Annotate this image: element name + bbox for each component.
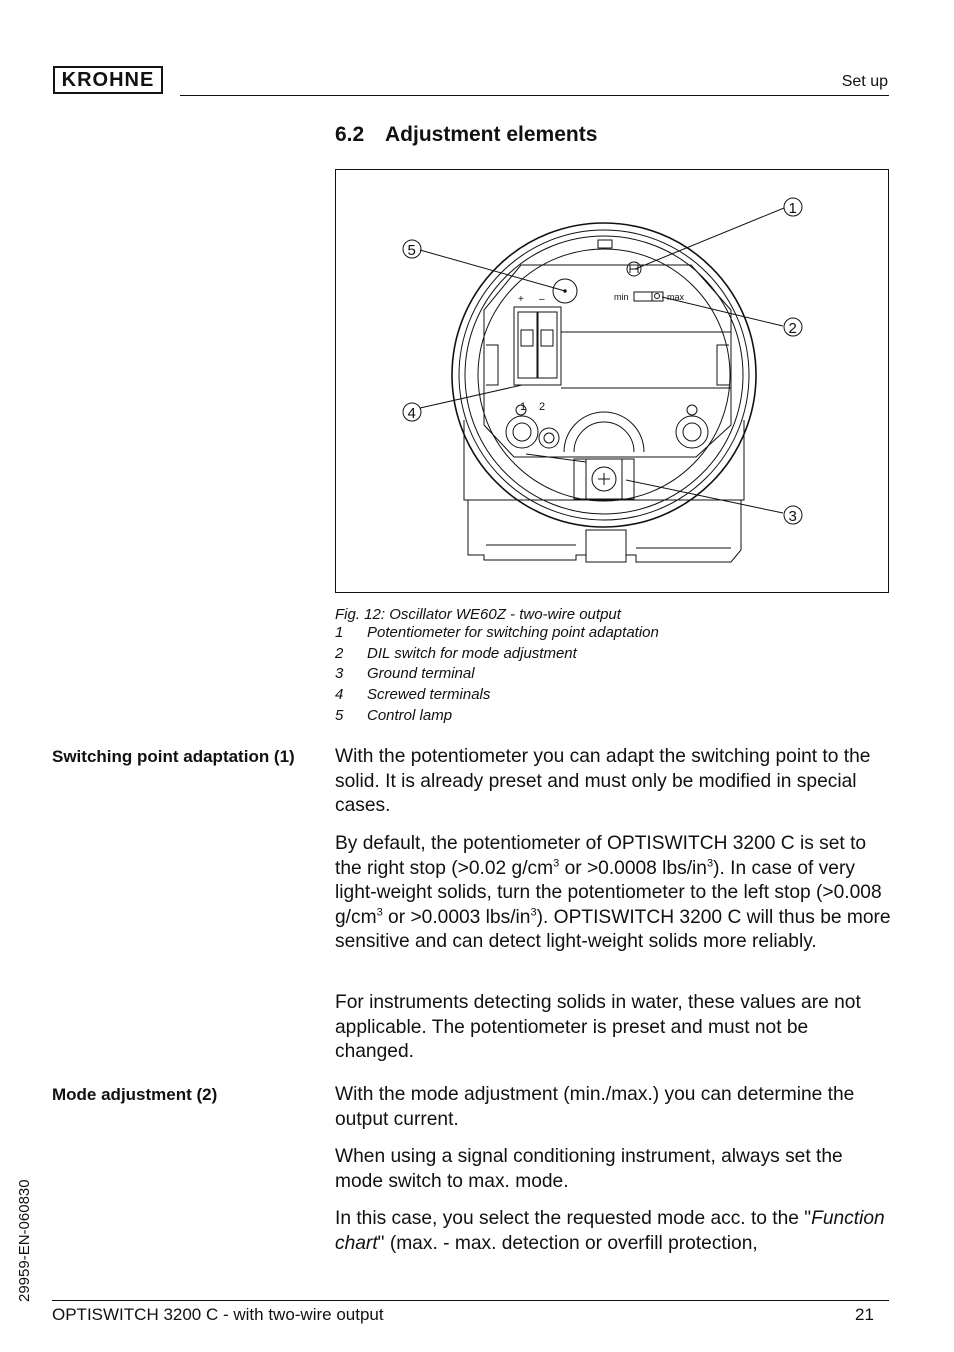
document-code: 29959-EN-060830: [16, 1179, 33, 1302]
legend-text: Control lamp: [367, 706, 453, 724]
legend-text: DIL switch for mode adjustment: [367, 644, 577, 662]
switching-point-paragraph-2: By default, the potentiometer of OPTISWITCH 3200 C is set to the right stop (>0.02 $g/cm^3$ or >0.0008 lbs/$in^3$). In case of very light-weight solids, turn the potentiometer to the left stop (>0.008 $g/cm^3$ or >0.0003 lbs/$in^3$). OPTISWITCH 3200 C will thus be more sensitive and can detect light-weight solids more reliably.: [335, 833, 891, 953]
callout-4: 4: [407, 405, 416, 422]
legend-item: [335, 664, 659, 685]
legend-item: [335, 685, 659, 706]
switching-point-paragraph-3: For instruments detecting solids in water, these values are not applicable. The potentiometer is preset and must not be changed.: [335, 992, 861, 1063]
legend-number: 1: [335, 624, 344, 641]
figure-legend: [335, 623, 659, 727]
footer-rule: [52, 1300, 889, 1301]
legend-number: 4: [335, 686, 344, 704]
heading-number: 6.2: [335, 123, 365, 146]
switching-point-label: Switching point adaptation (1): [52, 747, 295, 766]
switching-point-paragraph-1: With the potentiometer you can adapt the switching point to the solid. It is already preset and must only be modified in special cases.: [335, 746, 871, 817]
min-label: min: [614, 292, 629, 302]
section-heading: [335, 123, 597, 147]
max-label: max: [667, 292, 685, 302]
page-number: 21: [855, 1305, 874, 1324]
mode-adjustment-label: Mode adjustment (2): [52, 1085, 218, 1104]
terminal-1-label: 1: [520, 401, 527, 413]
terminal-2-label: 2: [539, 401, 546, 413]
callout-1: 1: [788, 200, 797, 217]
heading-title: Adjustment elements: [385, 123, 598, 146]
callout-5: 5: [407, 242, 416, 259]
legend-item: [335, 706, 659, 727]
footer-title: OPTISWITCH 3200 C - with two-wire output: [52, 1305, 384, 1324]
section-label: Set up: [841, 73, 888, 90]
legend-text: Ground terminal: [367, 665, 475, 683]
legend-number: 5: [335, 706, 344, 724]
plus-label: +: [518, 294, 524, 305]
callout-3: 3: [788, 508, 797, 525]
legend-number: 2: [335, 644, 344, 662]
mode-adjustment-paragraph-2: When using a signal conditioning instrument, always set the mode switch to max. mode.: [335, 1146, 843, 1192]
header-rule: [180, 95, 889, 96]
legend-text: Potentiometer for switching point adaptation: [367, 624, 659, 641]
krohne-logo: KROHNE: [53, 66, 163, 94]
legend-item: [335, 644, 659, 665]
oscillator-figure: [335, 169, 889, 593]
function-chart-reference: Function chart: [335, 1208, 885, 1254]
mode-adjustment-paragraph-1: With the mode adjustment (min./max.) you can determine the output current.: [335, 1084, 855, 1130]
legend-text: Screwed terminals: [367, 686, 491, 704]
minus-label: –: [539, 294, 545, 305]
callout-2: 2: [788, 320, 797, 337]
mode-adjustment-paragraph-3: In this case, you select the requested mode acc. to the "Function chart" (max. - max. detection or overfill protection,: [335, 1208, 885, 1254]
figure-caption: Fig. 12: Oscillator WE60Z - two-wire output: [335, 606, 621, 623]
legend-item: [335, 623, 659, 644]
legend-number: 3: [335, 665, 344, 683]
oscillator-drawing: [336, 170, 888, 592]
